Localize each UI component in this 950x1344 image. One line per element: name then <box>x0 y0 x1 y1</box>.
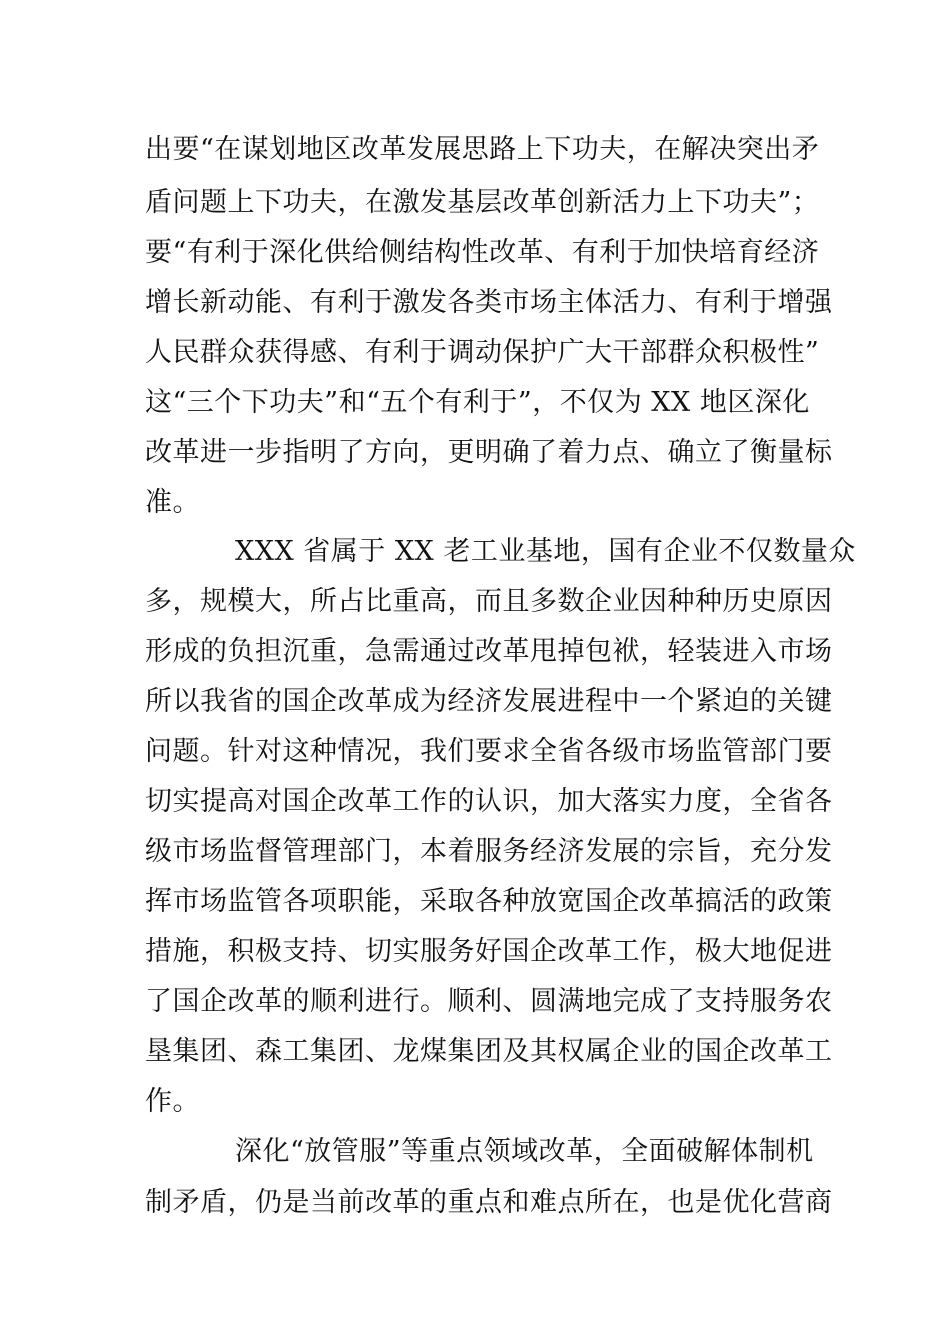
text-line: 级市场监督管理部门，本着服务经济发展的宗旨，充分发 <box>145 836 833 867</box>
text-line: 改革进一步指明了方向，更明确了着力点、确立了衡量标 <box>145 437 833 468</box>
text-line: 这“三个下功夫”和“五个有利于”，不仅为 XX 地区深化 <box>145 387 810 418</box>
text-line: 多，规模大，所占比重高，而且多数企业因种种历史原因 <box>145 586 833 617</box>
text-line: 深化“放管服”等重点领域改革，全面破解体制机 <box>235 1136 814 1167</box>
text-line: 所以我省的国企改革成为经济发展进程中一个紧迫的关键 <box>145 686 833 717</box>
text-line: 垦集团、森工集团、龙煤集团及其权属企业的国企改革工 <box>145 1036 833 1067</box>
text-line: 了国企改革的顺利进行。顺利、圆满地完成了支持服务农 <box>145 986 833 1017</box>
text-line: 准。 <box>145 487 200 518</box>
text-line: XXX 省属于 XX 老工业基地，国有企业不仅数量众 <box>235 536 856 567</box>
text-line: 制矛盾，仍是当前改革的重点和难点所在，也是优化营商 <box>145 1187 833 1218</box>
text-line: 增长新动能、有利于激发各类市场主体活力、有利于增强 <box>145 287 833 318</box>
text-line: 出要“在谋划地区改革发展思路上下功夫，在解决突出矛 <box>145 134 820 165</box>
text-line: 要“有利于深化供给侧结构性改革、有利于加快培育经济 <box>145 237 820 268</box>
text-line: 挥市场监管各项职能，采取各种放宽国企改革搞活的政策 <box>145 886 833 917</box>
text-line: 人民群众获得感、有利于调动保护广大干部群众积极性” <box>145 337 820 368</box>
text-line: 盾问题上下功夫，在激发基层改革创新活力上下功夫”； <box>145 187 820 218</box>
text-line: 问题。针对这种情况，我们要求全省各级市场监管部门要 <box>145 736 833 767</box>
text-line: 形成的负担沉重，急需通过改革甩掉包袱，轻装进入市场 <box>145 636 833 667</box>
text-line: 措施，积极支持、切实服务好国企改革工作，极大地促进 <box>145 936 833 967</box>
text-line: 作。 <box>145 1086 200 1117</box>
text-line: 切实提高对国企改革工作的认识，加大落实力度，全省各 <box>145 786 833 817</box>
